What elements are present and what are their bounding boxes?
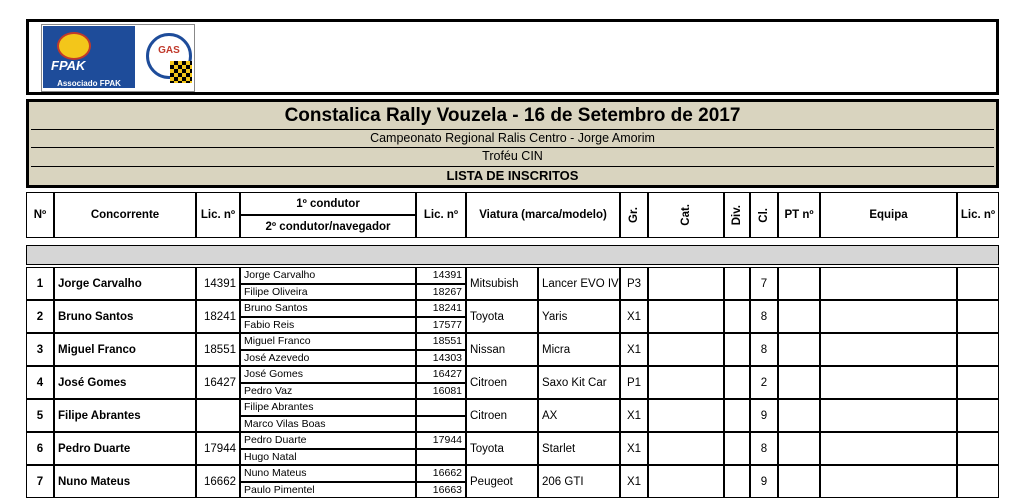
entry-lic3 [957,267,999,300]
entry-driver2-lic [416,416,466,433]
header-gr [620,192,648,238]
entry-pt [778,333,820,366]
entry-pt [778,432,820,465]
header-gr-text: Gr. [628,207,640,223]
entry-number: 6 [26,432,54,465]
header-cat [648,192,724,238]
entry-lic: 14391 [196,267,240,300]
header-pt: PT nº [778,192,820,238]
entry-marca: Toyota [466,300,538,333]
entry-marca: Citroen [466,366,538,399]
entry-number: 5 [26,399,54,432]
entry-driver1-lic [416,399,466,416]
entry-div [724,399,750,432]
entry-lic3 [957,432,999,465]
entry-cl: 9 [750,399,778,432]
entry-modelo: Starlet [538,432,620,465]
entry-driver2: José Azevedo [240,350,416,367]
header-num: Nº [26,192,54,238]
header-viatura: Viatura (marca/modelo) [466,192,620,238]
entry-cl: 2 [750,366,778,399]
entry-number: 2 [26,300,54,333]
entry-lic3 [957,399,999,432]
entry-concorrente: Jorge Carvalho [54,267,196,300]
entry-marca: Toyota [466,432,538,465]
entry-driver1: Nuno Mateus [240,465,416,482]
entry-marca: Citroen [466,399,538,432]
entry-cl: 8 [750,333,778,366]
entry-lic: 16662 [196,465,240,498]
entry-driver2-lic: 16081 [416,383,466,400]
header-lic: Lic. nº [196,192,240,238]
entry-modelo: Yaris [538,300,620,333]
wheel-icon [57,32,91,60]
entry-div [724,300,750,333]
entry-marca: Peugeot [466,465,538,498]
entry-driver1: Jorge Carvalho [240,267,416,284]
entry-driver1-lic: 14391 [416,267,466,284]
entry-pt [778,267,820,300]
header-concorrente: Concorrente [54,192,196,238]
entry-equipa [820,300,957,333]
header-driver2: 2º condutor/navegador [240,215,416,238]
entry-driver2: Paulo Pimentel [240,482,416,498]
header-driver1: 1º condutor [240,192,416,215]
entry-gr: X1 [620,399,648,432]
gray-separator [26,245,999,265]
event-title: Constalica Rally Vouzela - 16 de Setembro de 2017 [31,103,994,130]
entry-concorrente: Miguel Franco [54,333,196,366]
entry-modelo: Micra [538,333,620,366]
championship-line: Campeonato Regional Ralis Centro - Jorge Amorim [31,129,994,148]
entry-gr: P3 [620,267,648,300]
entry-pt [778,465,820,498]
entry-cl: 8 [750,300,778,333]
entry-gr: X1 [620,300,648,333]
checkered-flag-icon [170,61,192,83]
entry-pt [778,366,820,399]
entry-concorrente: Bruno Santos [54,300,196,333]
entry-driver1-lic: 18551 [416,333,466,350]
fpak-emblem [43,26,135,88]
entry-concorrente: Nuno Mateus [54,465,196,498]
entry-modelo: AX [538,399,620,432]
list-heading: LISTA DE INSCRITOS [31,166,994,186]
entry-div [724,432,750,465]
header-equipa: Equipa [820,192,957,238]
entry-lic [196,399,240,432]
entry-cat [648,432,724,465]
logo-box [26,19,999,95]
entry-lic: 18551 [196,333,240,366]
entry-cl: 7 [750,267,778,300]
entry-modelo: 206 GTI [538,465,620,498]
entry-div [724,333,750,366]
entry-lic: 17944 [196,432,240,465]
entry-driver1: José Gomes [240,366,416,383]
event-title-block [26,99,999,188]
fpak-gas-logo [41,24,195,92]
header-lic3: Lic. nº [957,192,999,238]
entry-driver2: Hugo Natal [240,449,416,466]
entry-gr: X1 [620,465,648,498]
entry-pt [778,300,820,333]
entry-cat [648,399,724,432]
entry-driver2-lic: 16663 [416,482,466,498]
header-div-text: Div. [731,205,743,225]
entry-number: 1 [26,267,54,300]
entry-driver2-lic: 18267 [416,284,466,301]
header-cl [750,192,778,238]
entry-modelo: Lancer EVO IV [538,267,620,300]
entry-cl: 9 [750,465,778,498]
entry-driver1: Miguel Franco [240,333,416,350]
entry-equipa [820,399,957,432]
entry-lic: 18241 [196,300,240,333]
entry-div [724,366,750,399]
entry-lic3 [957,333,999,366]
entry-driver2-lic: 17577 [416,317,466,334]
entry-concorrente: Filipe Abrantes [54,399,196,432]
entry-driver2: Marco Vilas Boas [240,416,416,433]
entry-cat [648,366,724,399]
entry-gr: X1 [620,333,648,366]
entry-driver1-lic: 17944 [416,432,466,449]
entry-cl: 8 [750,432,778,465]
entry-gr: X1 [620,432,648,465]
entry-driver1-lic: 16662 [416,465,466,482]
entry-number: 7 [26,465,54,498]
trophy-line: Troféu CIN [31,147,994,167]
entry-cat [648,465,724,498]
entry-equipa [820,333,957,366]
entry-cat [648,300,724,333]
entry-driver2: Pedro Vaz [240,383,416,400]
entry-div [724,267,750,300]
associado-label: Associado FPAK [43,79,135,88]
entry-div [724,465,750,498]
gas-logo-text: GAS [155,45,183,56]
entry-lic3 [957,300,999,333]
entry-lic: 16427 [196,366,240,399]
entry-cat [648,267,724,300]
entry-equipa [820,465,957,498]
entry-cat [648,333,724,366]
entry-driver1-lic: 16427 [416,366,466,383]
entry-marca: Nissan [466,333,538,366]
entry-driver1: Bruno Santos [240,300,416,317]
entry-number: 4 [26,366,54,399]
header-div [724,192,750,238]
fpak-logo-text: FPAK [51,58,85,73]
entry-marca: Mitsubish [466,267,538,300]
header-cat-text: Cat. [680,204,692,226]
entry-gr: P1 [620,366,648,399]
entry-concorrente: José Gomes [54,366,196,399]
entry-driver2-lic [416,449,466,466]
entry-modelo: Saxo Kit Car [538,366,620,399]
entry-equipa [820,267,957,300]
entry-driver1-lic: 18241 [416,300,466,317]
entry-pt [778,399,820,432]
entry-equipa [820,432,957,465]
entry-driver1: Pedro Duarte [240,432,416,449]
entry-number: 3 [26,333,54,366]
entry-concorrente: Pedro Duarte [54,432,196,465]
entry-lic3 [957,366,999,399]
header-cl-text: Cl. [758,208,770,223]
entry-driver1: Filipe Abrantes [240,399,416,416]
entry-equipa [820,366,957,399]
header-lic2: Lic. nº [416,192,466,238]
entry-driver2-lic: 14303 [416,350,466,367]
entry-driver2: Filipe Oliveira [240,284,416,301]
entry-lic3 [957,465,999,498]
entry-driver2: Fabio Reis [240,317,416,334]
